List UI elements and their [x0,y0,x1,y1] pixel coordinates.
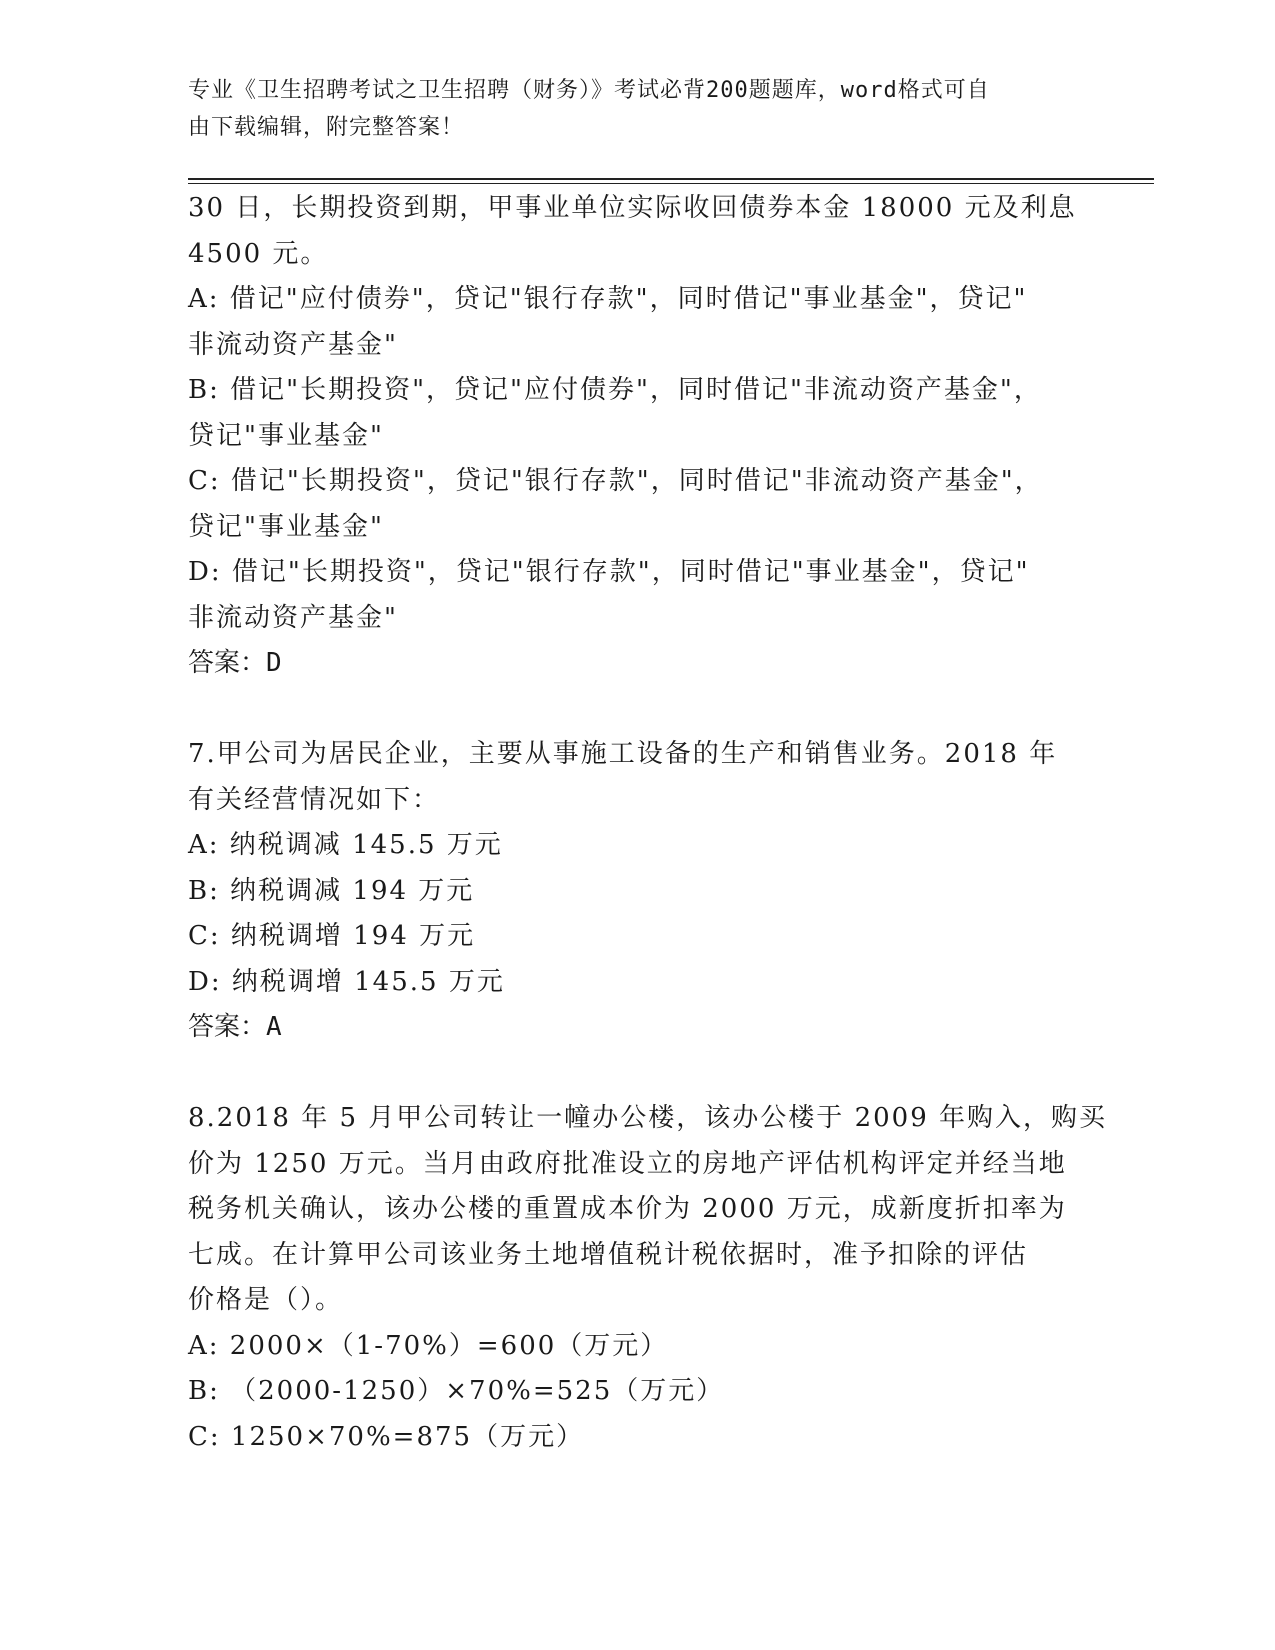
question-8 [188,1096,1108,1460]
question-6-stem-line-2: 4500 元。 [188,238,329,269]
question-7-option-d: D: 纳税调增 145.5 万元 [188,966,505,997]
question-6-option-c-line-2: 贷记"事业基金" [188,511,384,542]
header-divider-thin [188,183,1154,184]
question-6 [188,186,1088,687]
question-8-option-b: B: （2000-1250）×70%=525（万元） [188,1376,725,1406]
header-line-2: 由下载编辑，附完整答案！ [188,115,465,140]
question-6-option-b-line-1: B: 借记"长期投资"，贷记"应付债券"，同时借记"非流动资产基金"， [188,375,1042,405]
question-6-answer: 答案：D [188,648,282,678]
question-7-answer: 答案：A [188,1012,282,1042]
question-6-option-b-line-2: 贷记"事业基金" [188,420,384,451]
question-8-stem-line-5: 价格是（）。 [188,1285,344,1315]
question-7-stem-line-1: 7.甲公司为居民企业，主要从事施工设备的生产和销售业务。2018 年 [188,739,1058,769]
question-7 [188,732,1088,1051]
question-8-stem-line-4: 七成。在计算甲公司该业务土地增值税计税依据时，准予扣除的评估 [188,1239,1029,1270]
question-spacer [188,687,1088,733]
question-content [188,186,1108,1460]
question-6-option-a-line-2: 非流动资产基金" [188,329,398,360]
document-header [188,72,1068,146]
question-7-option-b: B: 纳税调减 194 万元 [188,875,475,906]
question-6-option-d-line-2: 非流动资产基金" [188,602,398,633]
question-6-stem-line-1: 30 日，长期投资到期，甲事业单位实际收回债券本金 18000 元及利息 [188,193,1077,223]
header-line-1: 专业《卫生招聘考试之卫生招聘（财务）》考试必背200题题库，word格式可自 [188,78,990,103]
question-8-option-a: A: 2000×（1-70%）=600（万元） [188,1330,669,1361]
question-6-option-c-line-1: C: 借记"长期投资"，贷记"银行存款"，同时借记"非流动资产基金"， [188,466,1043,496]
question-spacer [188,1051,1088,1097]
question-8-option-c: C: 1250×70%=875（万元） [188,1421,585,1452]
question-8-stem-line-1: 8.2018 年 5 月甲公司转让一幢办公楼，该办公楼于 2009 年购入，购买 [188,1103,1108,1133]
question-8-stem-line-2: 价为 1250 万元。当月由政府批准设立的房地产评估机构评定并经当地 [188,1148,1067,1179]
question-7-stem-line-2: 有关经营情况如下： [188,784,441,815]
question-6-option-a-line-1: A: 借记"应付债券"，贷记"银行存款"，同时借记"事业基金"，贷记" [188,284,1028,314]
question-8-stem-line-3: 税务机关确认，该办公楼的重置成本价为 2000 万元，成新度折扣率为 [188,1194,1067,1224]
header-divider-thick [188,178,1154,180]
question-7-option-c: C: 纳税调增 194 万元 [188,921,476,951]
question-7-option-a: A: 纳税调减 145.5 万元 [188,830,503,860]
question-6-option-d-line-1: D: 借记"长期投资"，贷记"银行存款"，同时借记"事业基金"，贷记" [188,557,1030,587]
